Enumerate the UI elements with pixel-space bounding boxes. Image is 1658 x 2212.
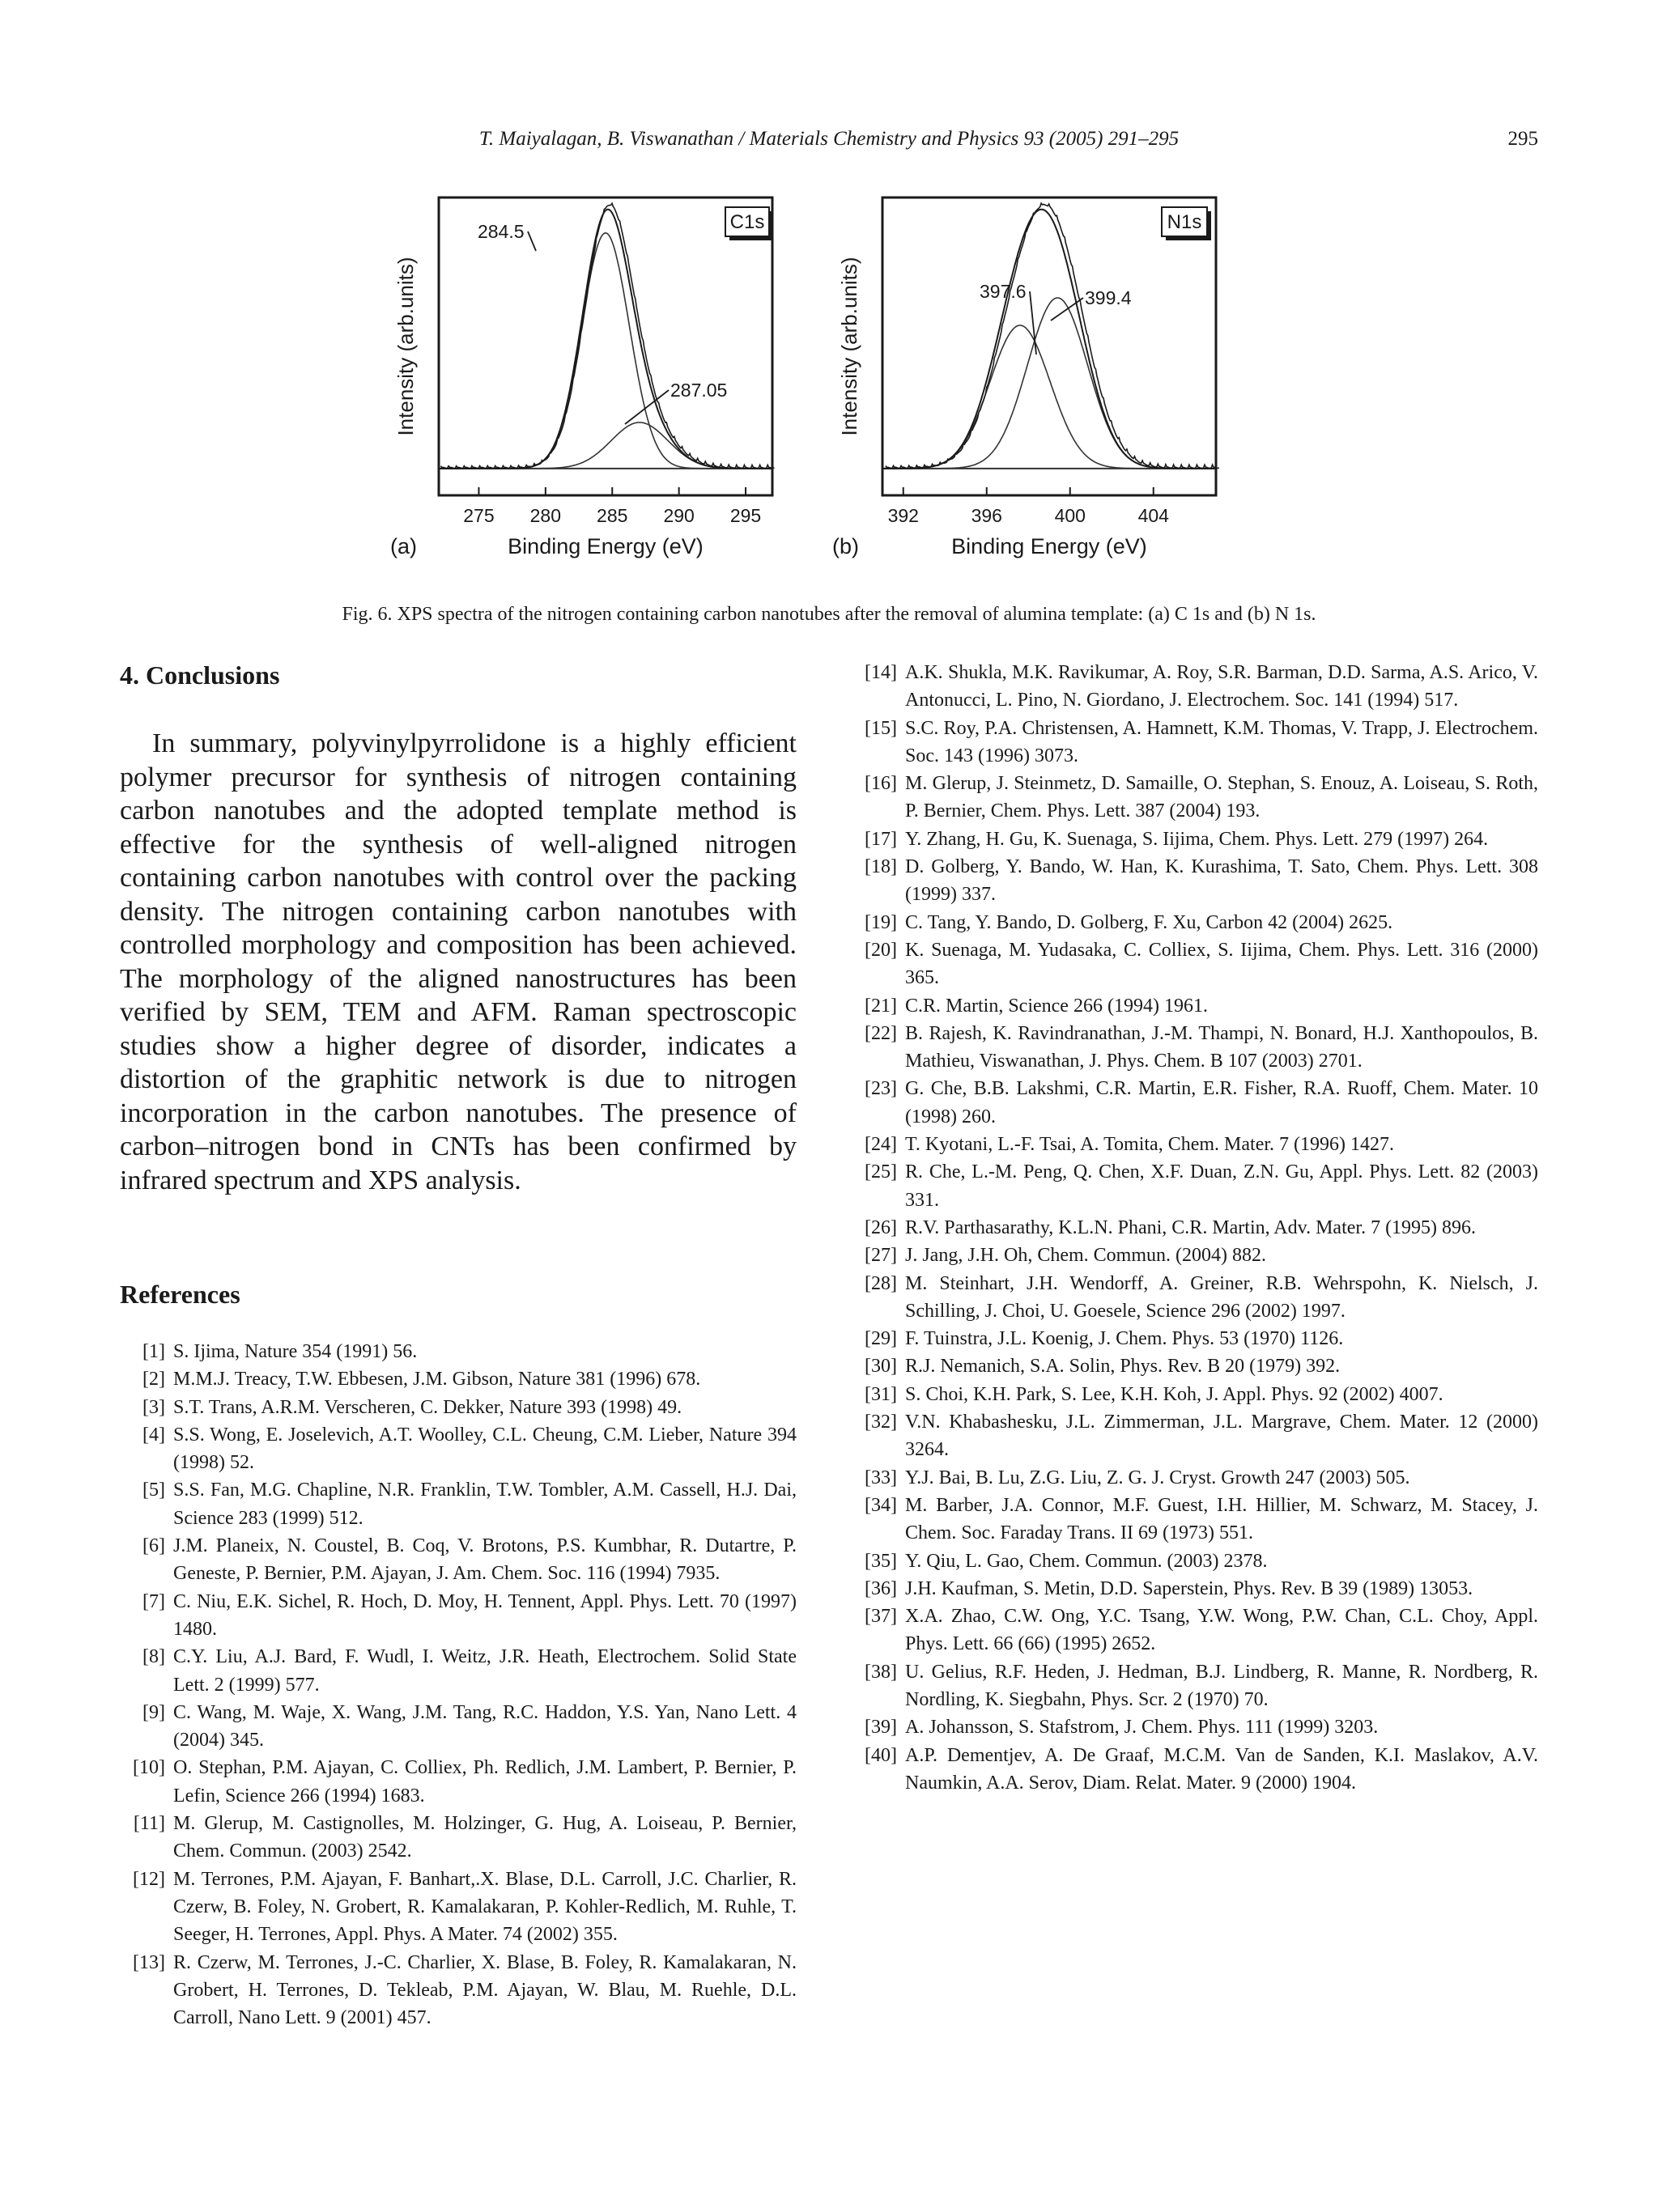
reference-number: [21] <box>865 995 897 1017</box>
envelope-line <box>882 210 1216 469</box>
reference-number: [18] <box>865 856 897 878</box>
reference-item <box>852 1158 1538 1214</box>
reference-text: B. Rajesh, K. Ravindranathan, J.-M. Thampi, N. Bonard, H.J. Xanthopoulos, B. Mathieu, Viswanathan, J. Phys. Chem. B 107 (2003) 2701. <box>905 1022 1538 1072</box>
peak-annotation: 397.6 <box>980 281 1027 302</box>
reference-number: [17] <box>865 828 897 850</box>
reference-text: R.V. Parthasarathy, K.L.N. Phani, C.R. Martin, Adv. Mater. 7 (1995) 896. <box>905 1216 1477 1238</box>
experimental-line <box>441 203 775 468</box>
reference-text: R.J. Nemanich, S.A. Solin, Phys. Rev. B 20 (1979) 392. <box>905 1356 1341 1378</box>
component-peak-line <box>439 422 772 469</box>
reference-item <box>852 1325 1538 1352</box>
reference-text: S.S. Wong, E. Joselevich, A.T. Woolley, C.L. Cheung, C.M. Lieber, Nature 394 (1998) 52. <box>173 1424 797 1474</box>
running-head: T. Maiyalagan, B. Viswanathan / Materials Chemistry and Physics 93 (2005) 291–295 <box>478 128 1180 150</box>
experimental-line <box>886 203 1219 468</box>
reference-text: X.A. Zhao, C.W. Ong, Y.C. Tsang, Y.W. Wong, P.W. Chan, C.L. Choy, Appl. Phys. Lett. 66 (66) (1995) 2652. <box>905 1606 1538 1655</box>
reference-number: [16] <box>865 773 897 795</box>
reference-item <box>852 659 1538 715</box>
reference-text: U. Gelius, R.F. Heden, J. Hedman, B.J. Lindberg, R. Manne, R. Nordberg, R. Nordling, K. Siegbahn, Phys. Scr. 2 (1970) 70. <box>905 1661 1538 1710</box>
reference-item <box>120 1810 797 1866</box>
reference-text: S. Choi, K.H. Park, S. Lee, K.H. Koh, J. Appl. Phys. 92 (2002) 4007. <box>905 1383 1443 1405</box>
reference-text: J. Jang, J.H. Oh, Chem. Commun. (2004) 882. <box>905 1245 1266 1267</box>
x-tick-label: 285 <box>597 505 628 526</box>
reference-text: C.Y. Liu, A.J. Bard, F. Wudl, I. Weitz, J.R. Heath, Electrochem. Solid State Lett. 2 (1999) 577. <box>173 1646 797 1696</box>
reference-number: [28] <box>865 1272 897 1294</box>
reference-item <box>852 1242 1538 1269</box>
component-peak-line <box>882 298 1216 469</box>
reference-text: G. Che, B.B. Lakshmi, C.R. Martin, E.R. Fisher, R.A. Ruoff, Chem. Mater. 10 (1998) 260. <box>905 1078 1538 1127</box>
reference-number: [3] <box>142 1396 165 1418</box>
x-tick-label: 396 <box>971 505 1002 526</box>
reference-number: [24] <box>865 1134 897 1156</box>
reference-number: [15] <box>865 717 897 739</box>
reference-number: [32] <box>865 1412 897 1433</box>
reference-text: S.S. Fan, M.G. Chapline, N.R. Franklin, T.W. Tombler, A.M. Cassell, H.J. Dai, Science 283 (1999) 512. <box>173 1480 797 1529</box>
x-axis-label: Binding Energy (eV) <box>951 534 1147 558</box>
reference-item <box>120 1949 797 2032</box>
reference-number: [38] <box>865 1661 897 1683</box>
reference-number: [8] <box>142 1646 165 1668</box>
reference-item <box>852 1408 1538 1464</box>
peak-annotation: 287.05 <box>670 380 728 401</box>
component-peak-line <box>882 325 1216 469</box>
reference-item <box>852 1575 1538 1603</box>
reference-text: M. Terrones, P.M. Ajayan, F. Banhart,.X. Blase, D.L. Carroll, J.C. Charlier, R. Czerw, B. Foley, N. Grobert, R. Kamalakaran, P. Kohler-Redlich, M. Ruhle, T. Seeger, H. Terrones, Appl. Phys. A Mater. 74 (2002) 355. <box>173 1868 797 1946</box>
reference-text: R. Che, L.-M. Peng, Q. Chen, X.F. Duan, Z.N. Gu, Appl. Phys. Lett. 82 (2003) 331. <box>905 1161 1538 1211</box>
reference-item <box>852 1464 1538 1492</box>
references-heading: References <box>120 1280 240 1309</box>
reference-text: C. Tang, Y. Bando, D. Golberg, F. Xu, Carbon 42 (2004) 2625. <box>905 911 1393 933</box>
reference-number: [14] <box>865 662 897 683</box>
y-axis-label: Intensity (arb.units) <box>837 257 861 436</box>
reference-number: [37] <box>865 1606 897 1628</box>
reference-text: S. Ijima, Nature 354 (1991) 56. <box>173 1341 418 1362</box>
reference-item <box>852 1020 1538 1076</box>
annotation-leader <box>528 231 536 251</box>
reference-item <box>852 1492 1538 1548</box>
reference-number: [6] <box>142 1535 165 1557</box>
reference-number: [5] <box>142 1480 165 1501</box>
reference-text: M. Glerup, M. Castignolles, M. Holzinger, G. Hug, A. Loiseau, P. Bernier, Chem. Commun. (2003) 2542. <box>173 1813 797 1862</box>
reference-number: [2] <box>142 1369 165 1390</box>
reference-item <box>852 936 1538 992</box>
reference-text: T. Kyotani, L.-F. Tsai, A. Tomita, Chem. Mater. 7 (1996) 1427. <box>905 1134 1394 1156</box>
x-tick-label: 404 <box>1137 505 1169 526</box>
reference-number: [10] <box>133 1757 165 1779</box>
reference-text: M. Steinhart, J.H. Wendorff, A. Greiner, R.B. Wehrspohn, K. Nielsch, J. Schilling, J. Choi, U. Goesele, Science 296 (2002) 1997. <box>905 1272 1538 1322</box>
reference-item <box>852 909 1538 936</box>
reference-text: Y.J. Bai, B. Lu, Z.G. Liu, Z. G. J. Cryst. Growth 247 (2003) 505. <box>905 1467 1410 1488</box>
reference-number: [7] <box>142 1590 165 1612</box>
reference-text: D. Golberg, Y. Bando, W. Han, K. Kurashima, T. Sato, Chem. Phys. Lett. 308 (1999) 337. <box>905 856 1538 906</box>
reference-number: [29] <box>865 1328 897 1350</box>
reference-item <box>852 1075 1538 1131</box>
figure-caption: Fig. 6. XPS spectra of the nitrogen containing carbon nanotubes after the removal of alumina template: (a) C 1s and (b) N 1s. <box>342 604 1316 625</box>
plot-frame <box>882 197 1216 495</box>
reference-item <box>852 1270 1538 1326</box>
reference-text: O. Stephan, P.M. Ajayan, C. Colliex, Ph. Redlich, J.M. Lambert, P. Bernier, P. Lefin, Science 266 (1994) 1683. <box>173 1757 797 1807</box>
reference-number: [20] <box>865 939 897 961</box>
reference-item <box>852 715 1538 771</box>
spectrum-tag: C1s <box>729 211 765 233</box>
x-tick-label: 295 <box>729 505 762 526</box>
reference-text: C. Niu, E.K. Sichel, R. Hoch, D. Moy, H. Tennent, Appl. Phys. Lett. 70 (1997) 1480. <box>173 1590 797 1640</box>
spectrum-tag: N1s <box>1167 211 1202 233</box>
reference-number: [19] <box>865 911 897 933</box>
reference-item <box>120 1365 797 1393</box>
reference-item <box>852 1131 1538 1158</box>
reference-item <box>852 1381 1538 1408</box>
reference-number: [11] <box>133 1813 165 1835</box>
conclusions-paragraph: In summary, polyvinylpyrrolidone is a highly efficient polymer precursor for synthesis of nitrogen containing carbon nanotubes and the adopted template method is effective for the synthesis of well-aligned nitrogen containing carbon nanotubes with control over the packing density. The nitrogen containing carbon nanotubes with controlled morphology and composition has been achieved. The morphology of the aligned nanostructures has been verified by SEM, TEM and AFM. Raman spectroscopic studies show a higher degree of disorder, indicates a distortion of the graphitic network is due to nitrogen incorporation in the carbon nanotubes. The presence of carbon–nitrogen bond in CNTs has been confirmed by infrared spectrum and XPS analysis. <box>120 728 797 1195</box>
reference-text: Y. Qiu, L. Gao, Chem. Commun. (2003) 2378. <box>905 1550 1268 1572</box>
reference-text: K. Suenaga, M. Yudasaka, C. Colliex, S. Iijima, Chem. Phys. Lett. 316 (2000) 365. <box>905 939 1538 989</box>
reference-number: [35] <box>865 1550 897 1572</box>
reference-number: [27] <box>865 1245 897 1267</box>
reference-list-left <box>120 1338 797 2032</box>
x-tick-label: 392 <box>887 505 919 526</box>
left-column <box>120 659 797 2032</box>
x-tick-label: 275 <box>463 505 495 526</box>
reference-text: S.C. Roy, P.A. Christensen, A. Hamnett, K.M. Thomas, V. Trapp, J. Electrochem. Soc. 143 (1996) 3073. <box>905 717 1538 766</box>
x-axis-label: Binding Energy (eV) <box>508 534 704 558</box>
reference-text: F. Tuinstra, J.L. Koenig, J. Chem. Phys. 53 (1970) 1126. <box>905 1328 1344 1350</box>
reference-list-right <box>852 659 1538 1797</box>
reference-text: C.R. Martin, Science 266 (1994) 1961. <box>905 995 1208 1017</box>
reference-text: J.H. Kaufman, S. Metin, D.D. Saperstein, Phys. Rev. B 39 (1989) 13053. <box>905 1577 1473 1599</box>
reference-number: [26] <box>865 1216 897 1238</box>
reference-number: [9] <box>142 1701 165 1723</box>
peak-annotation: 399.4 <box>1085 287 1132 308</box>
x-tick-label: 290 <box>663 505 695 526</box>
reference-number: [12] <box>133 1868 165 1890</box>
reference-item <box>852 1713 1538 1741</box>
reference-item <box>852 1352 1538 1380</box>
reference-item <box>120 1338 797 1365</box>
reference-number: [4] <box>142 1424 165 1446</box>
reference-item <box>120 1394 797 1421</box>
panel-label: (b) <box>832 534 859 558</box>
reference-text: R. Czerw, M. Terrones, J.-C. Charlier, X. Blase, B. Foley, R. Kamalakaran, N. Grobert, H. Terrones, D. Tekleab, P.M. Ajayan, W. Blau, M. Ruehle, D.L. Carroll, Nano Lett. 9 (2001) 457. <box>173 1951 797 2029</box>
reference-text: M. Glerup, J. Steinmetz, D. Samaille, O. Stephan, S. Enouz, A. Loiseau, S. Roth, P. Bernier, Chem. Phys. Lett. 387 (2004) 193. <box>905 773 1538 822</box>
reference-item <box>120 1532 797 1588</box>
reference-item <box>852 853 1538 909</box>
reference-number: [13] <box>133 1951 165 1973</box>
reference-item <box>852 1214 1538 1242</box>
reference-text: A.P. Dementjev, A. De Graaf, M.C.M. Van de Sanden, K.I. Maslakov, A.V. Naumkin, A.A. Serov, Diam. Relat. Mater. 9 (2000) 1904. <box>905 1744 1538 1794</box>
panel-label: (a) <box>390 534 417 558</box>
reference-item <box>120 1754 797 1810</box>
xps-figure-svg <box>389 185 1287 605</box>
reference-number: [22] <box>865 1022 897 1044</box>
reference-item <box>852 1742 1538 1798</box>
x-tick-label: 400 <box>1054 505 1086 526</box>
reference-number: [33] <box>865 1467 897 1488</box>
reference-number: [25] <box>865 1161 897 1183</box>
reference-number: [1] <box>142 1341 165 1362</box>
reference-item <box>852 826 1538 853</box>
reference-item <box>120 1643 797 1699</box>
reference-number: [34] <box>865 1494 897 1516</box>
reference-number: [40] <box>865 1744 897 1766</box>
plot-frame <box>439 197 772 495</box>
reference-item <box>120 1866 797 1949</box>
reference-item <box>120 1699 797 1755</box>
reference-item <box>852 992 1538 1020</box>
reference-item <box>120 1421 797 1477</box>
y-axis-label: Intensity (arb.units) <box>393 257 418 436</box>
xps-figure <box>389 185 1287 605</box>
page-number: 295 <box>1507 128 1538 150</box>
component-peak-line <box>439 233 772 469</box>
reference-number: [30] <box>865 1356 897 1378</box>
reference-item <box>852 770 1538 826</box>
reference-item <box>852 1548 1538 1575</box>
reference-text: C. Wang, M. Waje, X. Wang, J.M. Tang, R.C. Haddon, Y.S. Yan, Nano Lett. 4 (2004) 345. <box>173 1701 797 1751</box>
reference-number: [36] <box>865 1577 897 1599</box>
reference-text: S.T. Trans, A.R.M. Verscheren, C. Dekker, Nature 393 (1998) 49. <box>173 1396 682 1418</box>
x-tick-label: 280 <box>529 505 562 526</box>
reference-item <box>852 1603 1538 1658</box>
reference-text: Y. Zhang, H. Gu, K. Suenaga, S. Iijima, Chem. Phys. Lett. 279 (1997) 264. <box>905 828 1489 850</box>
conclusions-heading: 4. Conclusions <box>120 660 280 690</box>
right-column <box>852 659 1538 1797</box>
reference-text: M. Barber, J.A. Connor, M.F. Guest, I.H. Hillier, M. Schwarz, M. Stacey, J. Chem. Soc. Faraday Trans. II 69 (1973) 551. <box>905 1494 1538 1544</box>
reference-text: J.M. Planeix, N. Coustel, B. Coq, V. Brotons, P.S. Kumbhar, R. Dutartre, P. Geneste, P. Bernier, P.M. Ajayan, J. Am. Chem. Soc. 116 (1994) 7935. <box>173 1535 797 1585</box>
reference-text: A.K. Shukla, M.K. Ravikumar, A. Roy, S.R. Barman, D.D. Sarma, A.S. Arico, V. Antonucci, L. Pino, N. Giordano, J. Electrochem. Soc. 141 (1994) 517. <box>905 662 1538 711</box>
reference-text: M.M.J. Treacy, T.W. Ebbesen, J.M. Gibson, Nature 381 (1996) 678. <box>173 1369 701 1390</box>
reference-item <box>120 1588 797 1644</box>
reference-number: [39] <box>865 1717 897 1739</box>
reference-number: [31] <box>865 1383 897 1405</box>
reference-text: V.N. Khabashesku, J.L. Zimmerman, J.L. Margrave, Chem. Mater. 12 (2000) 3264. <box>905 1412 1538 1461</box>
reference-item <box>120 1476 797 1532</box>
reference-item <box>852 1658 1538 1714</box>
envelope-line <box>439 210 772 469</box>
reference-number: [23] <box>865 1078 897 1100</box>
reference-text: A. Johansson, S. Stafstrom, J. Chem. Phys. 111 (1999) 3203. <box>905 1717 1379 1739</box>
peak-annotation: 284.5 <box>478 221 525 242</box>
